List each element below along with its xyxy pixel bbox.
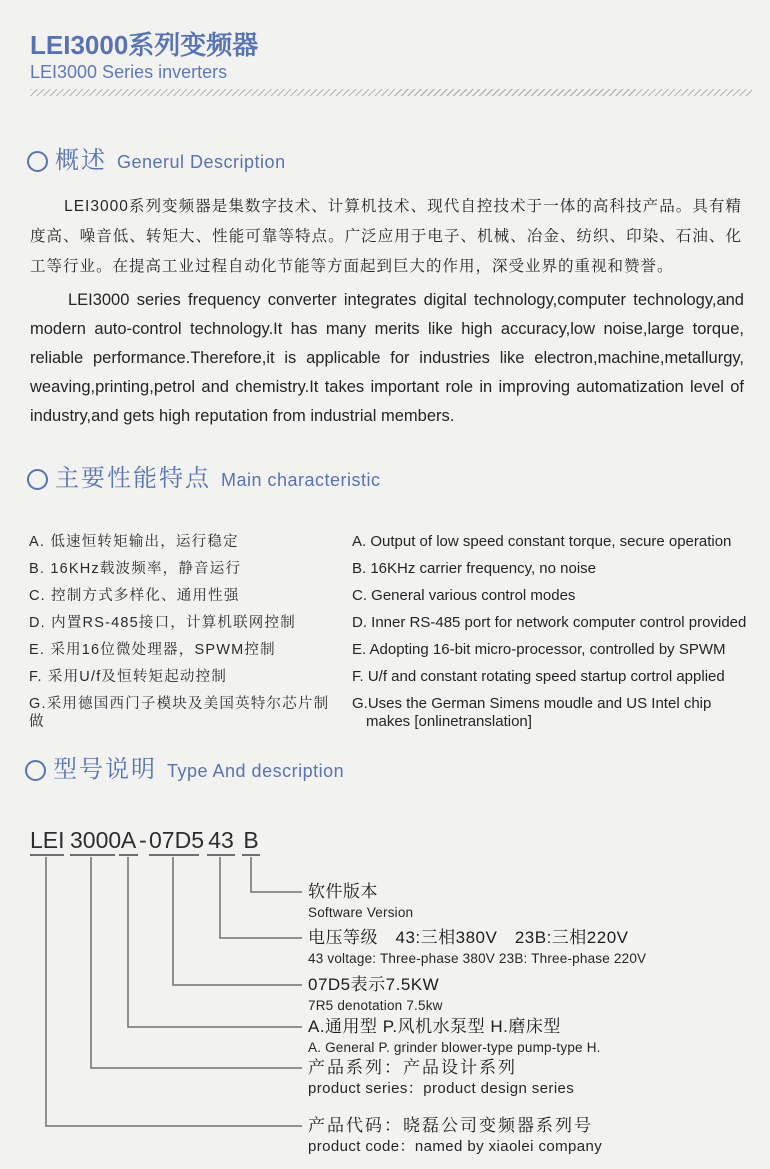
feature-item-zh: A. 低速恒转矩输出，运行稳定 [29,534,239,550]
model-callout [308,1058,742,1097]
section-circle-icon [27,151,48,172]
model-callout [308,1116,742,1155]
feature-list-en [352,533,754,740]
feature-item-en: D. Inner RS-485 port for network computer control provided [352,614,747,631]
model-segment: A [119,828,138,856]
callout-label-en: product code：named by xiaolei company [308,1138,603,1155]
callout-label-zh: 07D5表示7.5KW [308,975,440,994]
callout-label-zh: 软件版本 [308,882,378,901]
model-separator: - [139,827,147,853]
model-segment: 43 [207,828,235,856]
callout-label-en: 7R5 denotation 7.5kw [308,998,443,1013]
feature-item-en: E. Adopting 16-bit micro-processor, controlled by SPWM [352,641,726,658]
overview-section-heading [27,148,286,174]
callout-label-en: A. General P. grinder blower-type pump-type H. [308,1040,601,1055]
callout-label-zh: 产品代码：晓磊公司变频器系列号 [308,1116,593,1135]
model-segment: B [242,828,260,856]
callout-label-zh: 电压等级 43:三相380V 23B:三相220V [308,928,629,947]
model-callout [308,975,742,1014]
callout-label-zh: A.通用型 P.风机水泵型 H.磨床型 [308,1017,561,1036]
feature-item-zh: C. 控制方式多样化、通用性强 [29,588,240,604]
model-segment: LEI [30,828,64,856]
model-callout [308,928,742,967]
characteristics-heading-zh: 主要性能特点 [55,465,211,492]
feature-item-en: F. U/f and constant rotating speed startup cortrol applied [352,668,725,685]
model-heading-zh: 型号说明 [53,756,157,783]
model-section-heading [25,757,344,783]
characteristics-section-heading [27,466,381,492]
feature-item-en: C. General various control modes [352,587,576,604]
feature-item-zh: B. 16KHz载波频率，静音运行 [29,561,242,577]
header-hatch-divider [30,89,752,96]
feature-item-zh: F. 采用U/f及恒转矩起动控制 [29,669,228,685]
product-title: LEI3000系列变频器 [30,30,259,60]
callout-label-en: product series：product design series [308,1080,575,1097]
callout-label-en: Software Version [308,905,414,920]
model-callout [308,882,742,921]
model-segment: 3000 [70,828,115,856]
model-segment: 07D5 [149,828,199,856]
model-connector-lines [30,857,320,1142]
product-subtitle: LEI3000 Series inverters [30,62,228,82]
model-callout [308,1017,742,1056]
overview-heading-zh: 概述 [55,147,107,174]
model-heading-en: Type And description [167,761,345,781]
feature-item-en: G.Uses the German Simens moudle and US Intel chip makes [onlinetranslation] [352,695,712,730]
feature-item-zh: D. 内置RS-485接口，计算机联网控制 [29,615,296,631]
overview-paragraph-en: LEI3000 series frequency converter integrates digital technology,computer technology,and modern auto-control technology.It has many merits like high accuracy,low noise,large torque, reliable performance.Therefore,it is applicable for industries like electron,machine,metallurgy, weaving,printing,petrol and chemistry.It takes important role in improving automatization level of industry,and gets high reputation from industrial members. [30,291,744,425]
overview-paragraph-zh: LEI3000系列变频器是集数字技术、计算机技术、现代自控技术于一体的高科技产品。具有精度高、噪音低、转矩大、性能可靠等特点。广泛应用于电子、机械、冶金、纺织、印染、石油、化工等行业。在提高工业过程自动化节能等方面起到巨大的作用，深受业界的重视和赞誉。 [30,198,742,275]
feature-item-en: B. 16KHz carrier frequency, no noise [352,560,597,577]
overview-heading-en: Generul Description [117,152,286,172]
characteristics-heading-en: Main characteristic [221,470,381,490]
feature-item-zh: E. 采用16位微处理器，SPWM控制 [29,642,276,658]
callout-label-en: 43 voltage: Three-phase 380V 23B: Three-phase 220V [308,951,647,966]
feature-list-zh [29,533,344,740]
feature-item-zh: G.采用德国西门子模块及美国英特尔芯片制做 [29,696,330,730]
section-circle-icon [27,469,48,490]
section-circle-icon [25,760,46,781]
callout-label-zh: 产品系列：产品设计系列 [308,1058,517,1077]
feature-item-en: A. Output of low speed constant torque, secure operation [352,533,732,550]
header [30,30,742,96]
model-code-diagram [30,828,742,1168]
